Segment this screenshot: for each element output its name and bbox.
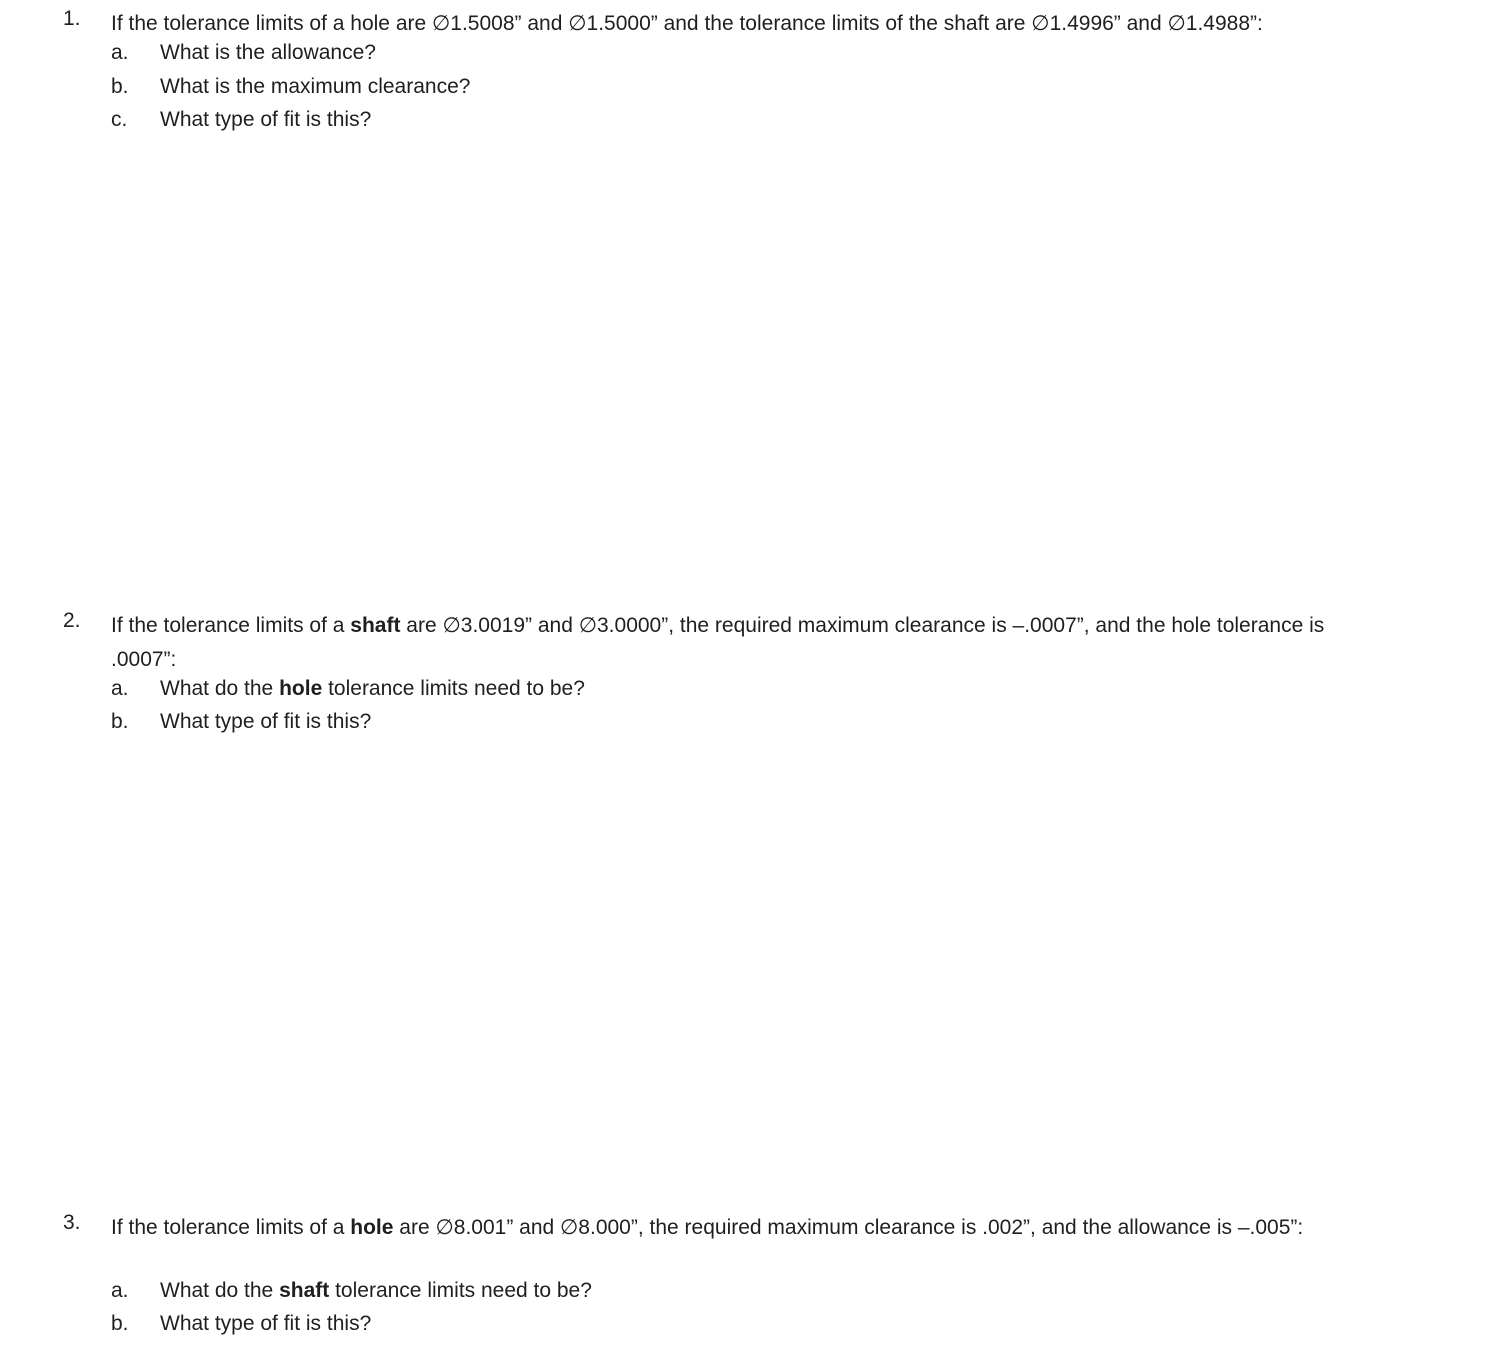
question-text: If the tolerance limits of a hole are ∅8.001” and ∅8.000”, the required maximum clearance is .002”, and the allowance is –.005”:: [111, 1216, 1304, 1239]
emphasis: hole: [279, 677, 323, 700]
sub-question: [0, 41, 1489, 75]
question-text: If the tolerance limits of a hole are ∅1.5008” and ∅1.5000” and the tolerance limits of the shaft are ∅1.4996” and ∅1.4988”:: [111, 12, 1263, 35]
sub-question-text: What type of fit is this?: [160, 1312, 372, 1335]
emphasis: shaft: [279, 1279, 330, 1302]
question-text: If the tolerance limits of a shaft are ∅3.0019” and ∅3.0000”, the required maximum clearance is –.0007”, and the hole tolerance is .0007”:: [111, 614, 1325, 671]
sub-question-text: What is the maximum clearance?: [160, 75, 471, 98]
sub-question-text: What do the shaft tolerance limits need to be?: [160, 1279, 592, 1302]
sub-question-letter: c.: [111, 108, 128, 131]
question-number: 2.: [63, 609, 81, 632]
question-number: 1.: [63, 7, 81, 30]
sub-question: [0, 108, 1489, 142]
sub-question-text: What is the allowance?: [160, 41, 376, 64]
sub-question-letter: b.: [111, 1312, 129, 1335]
sub-question-letter: b.: [111, 75, 129, 98]
sub-question-letter: a.: [111, 677, 129, 700]
sub-question: [0, 1312, 1489, 1346]
emphasis: shaft: [350, 614, 401, 637]
sub-question-letter: b.: [111, 710, 129, 733]
sub-question: [0, 677, 1489, 711]
sub-question: [0, 75, 1489, 109]
sub-question-text: What type of fit is this?: [160, 108, 372, 131]
sub-question-text: What do the hole tolerance limits need to be?: [160, 677, 585, 700]
question-number: 3.: [63, 1211, 81, 1234]
sub-question-text: What type of fit is this?: [160, 710, 372, 733]
sub-question-letter: a.: [111, 41, 129, 64]
sub-question-letter: a.: [111, 1279, 129, 1302]
emphasis: hole: [350, 1216, 394, 1239]
sub-question: [0, 1279, 1489, 1313]
sub-question: [0, 710, 1489, 744]
